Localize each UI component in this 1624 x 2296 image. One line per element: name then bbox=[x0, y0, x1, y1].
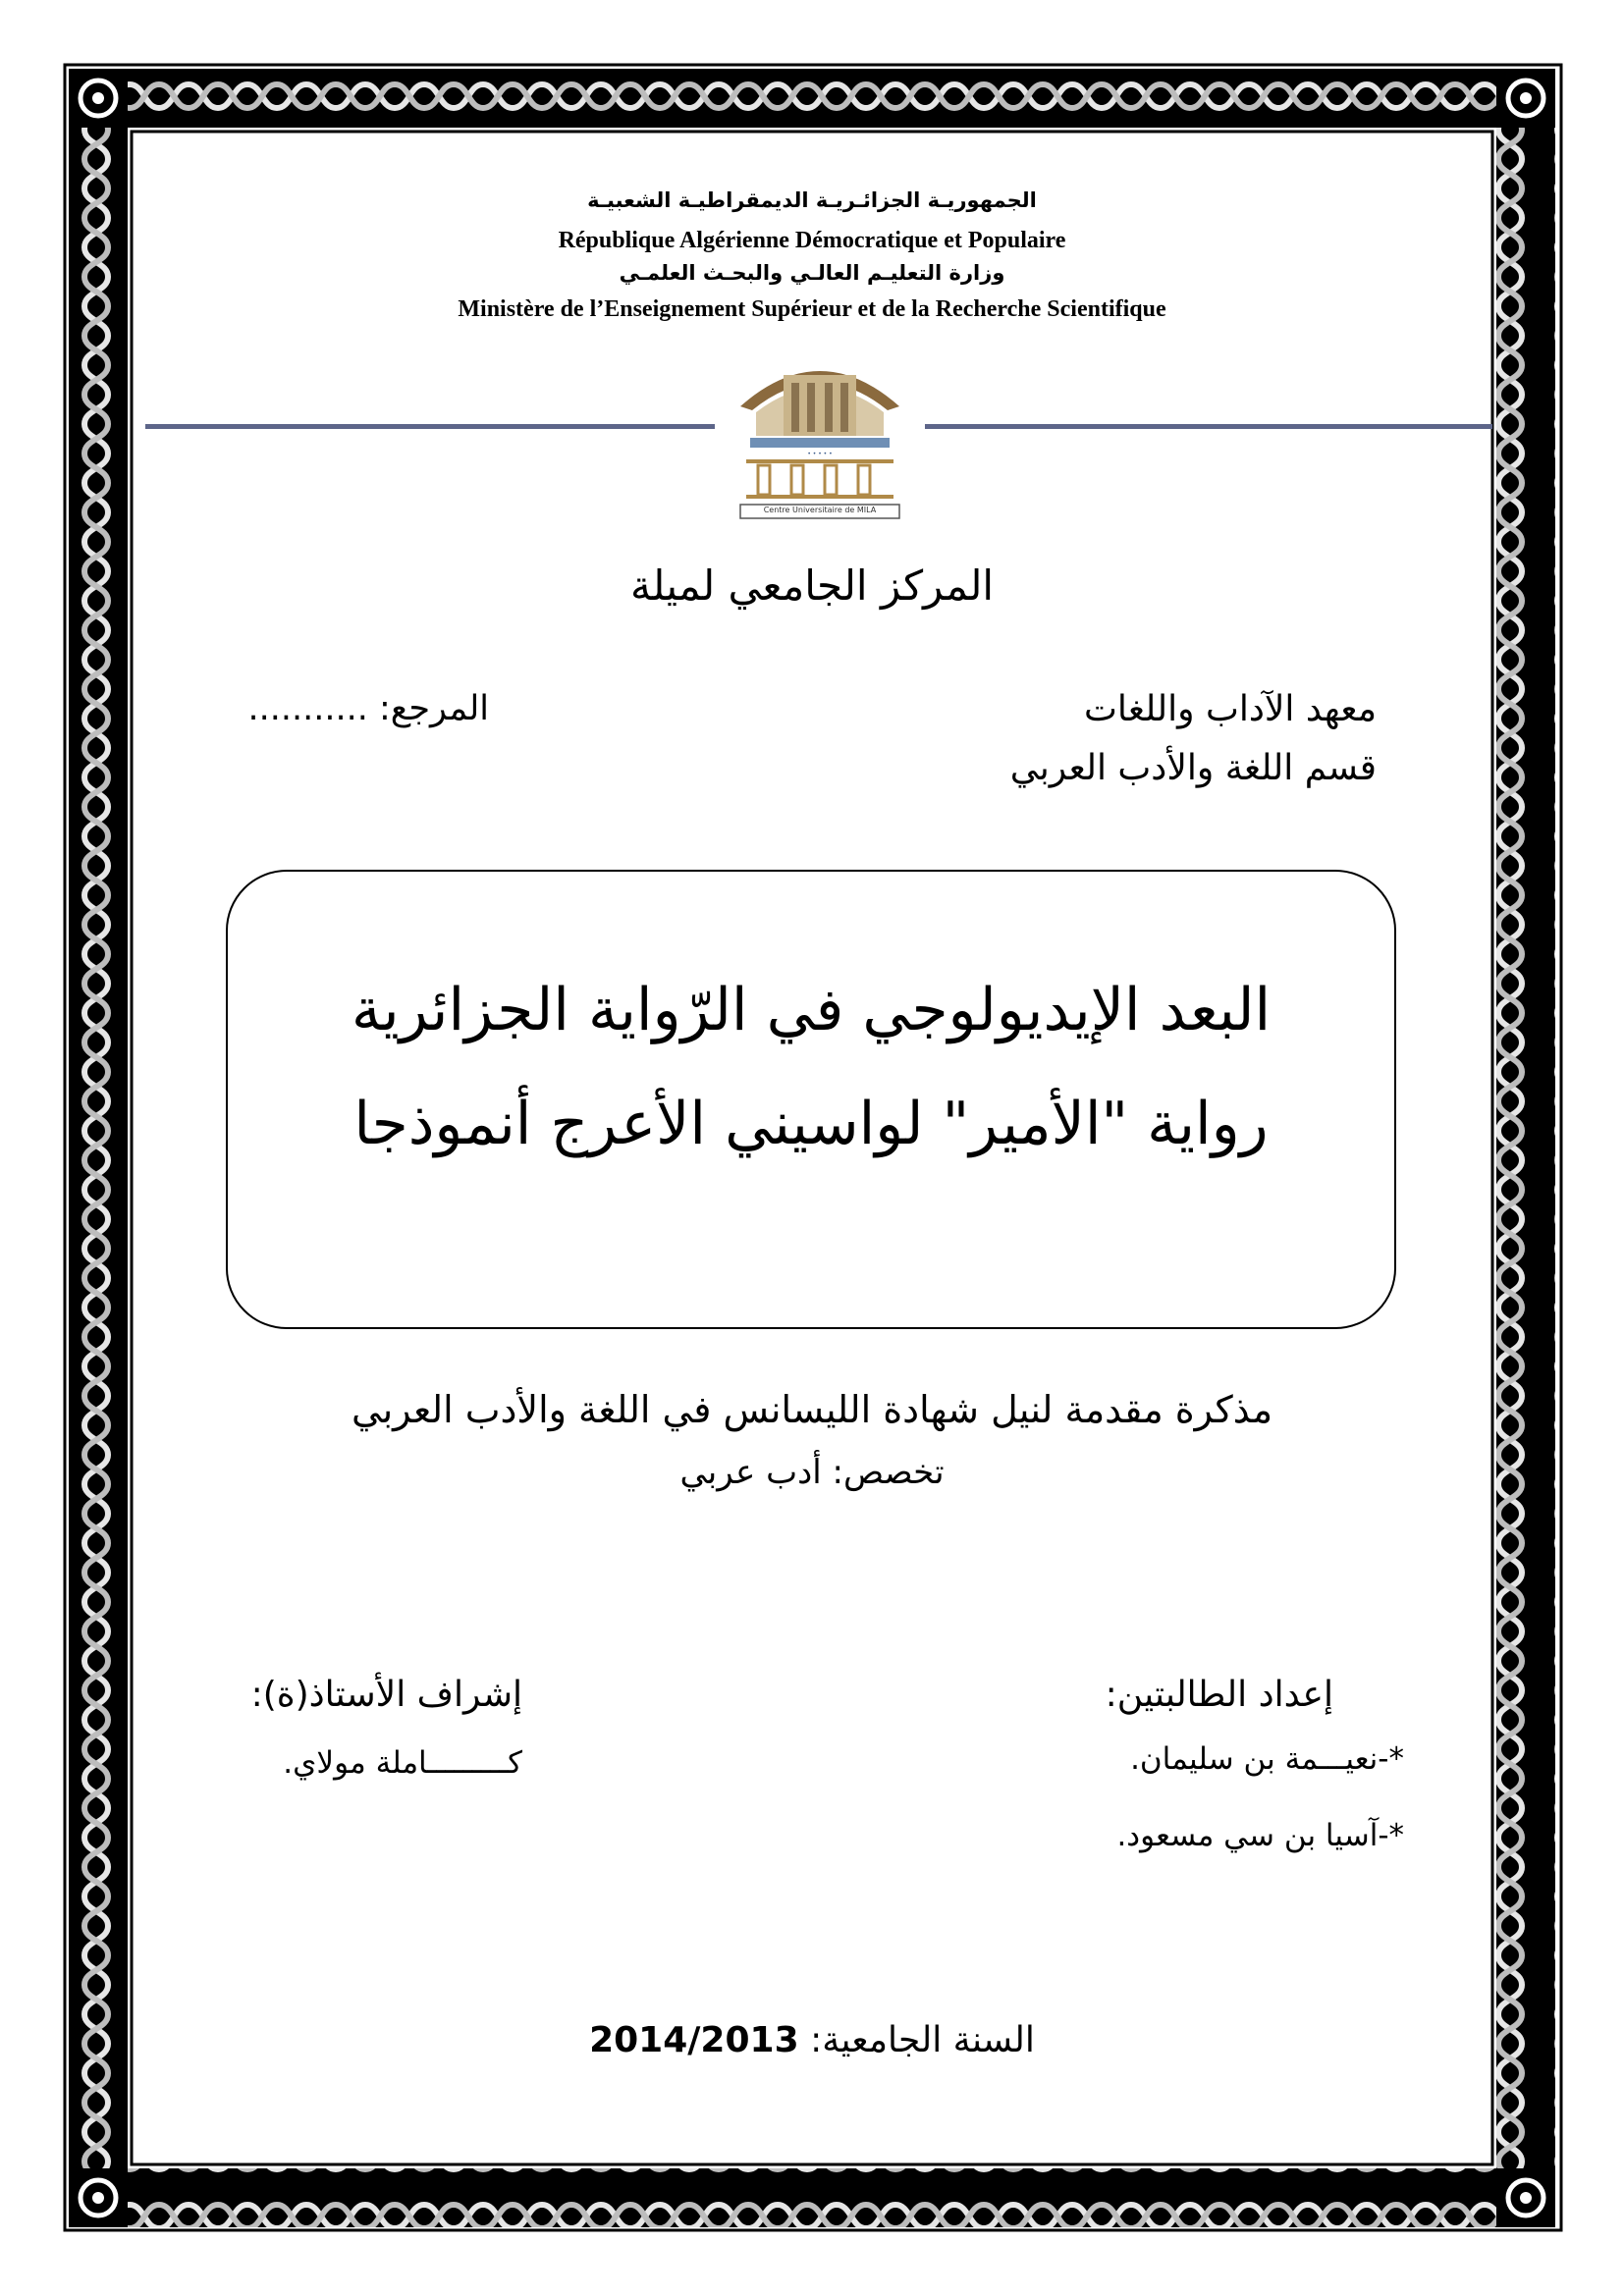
ministry-name-french: Ministère de l’Enseignement Supérieur et de la Recherche Scientifique bbox=[458, 296, 1166, 322]
ministry-name-arabic: وزارة التعليـم العالـي والبحـث العلمـي bbox=[619, 261, 1005, 285]
header-separator-left bbox=[145, 424, 715, 429]
thesis-title-line-2: رواية "الأمير" لواسيني الأعرج أنموذجا bbox=[353, 1090, 1269, 1158]
logo-caption: Centre Universitaire de MILA bbox=[763, 506, 877, 514]
corner-medallion-bottom-left bbox=[69, 2168, 128, 2227]
student-name-1: *-نعيـــمة بن سليمان. bbox=[1130, 1741, 1404, 1777]
university-building-logo-icon bbox=[732, 342, 907, 524]
corner-medallion-top-left bbox=[69, 69, 128, 128]
department-name: قسم اللغة والأدب العربي bbox=[1009, 748, 1377, 788]
corner-medallion-top-right bbox=[1496, 69, 1555, 128]
supervisor-label: إشراف الأستاذ(ة): bbox=[250, 1675, 522, 1715]
corner-medallion-bottom-right bbox=[1496, 2168, 1555, 2227]
student-name-2: *-آسيا بن سي مسعود. bbox=[1116, 1818, 1404, 1853]
supervisor-name: كـــــــــاملة مولاي. bbox=[283, 1745, 522, 1781]
svg-text:• • • • •: • • • • • bbox=[807, 451, 833, 457]
country-name-french: République Algérienne Démocratique et Populaire bbox=[558, 228, 1066, 253]
thesis-title-line-1: البعد الإيديولوجي في الرّواية الجزائرية bbox=[351, 976, 1272, 1044]
header-separator-right bbox=[925, 424, 1492, 429]
reference-field: المرجع: ........... bbox=[247, 689, 489, 728]
institute-name: معهد الآداب واللغات bbox=[1084, 689, 1377, 729]
institution-name: المركز الجامعي لميلة bbox=[629, 561, 995, 610]
academic-year-label: السنة الجامعية: bbox=[810, 2020, 1035, 2060]
country-name-arabic: الجمهوريـة الجزائـريـة الديمقراطيـة الشعبيـة bbox=[587, 188, 1037, 212]
students-label: إعداد الطالبتين: bbox=[1105, 1675, 1333, 1715]
university-logo bbox=[732, 342, 907, 524]
thesis-title-box bbox=[226, 870, 1396, 1329]
academic-year bbox=[0, 2020, 1624, 2060]
academic-year-value: 2014/2013 bbox=[589, 2020, 799, 2060]
degree-statement: مذكرة مقدمة لنيل شهادة الليسانس في اللغة والأدب العربي bbox=[351, 1388, 1273, 1431]
specialty: تخصص: أدب عربي bbox=[679, 1453, 945, 1492]
